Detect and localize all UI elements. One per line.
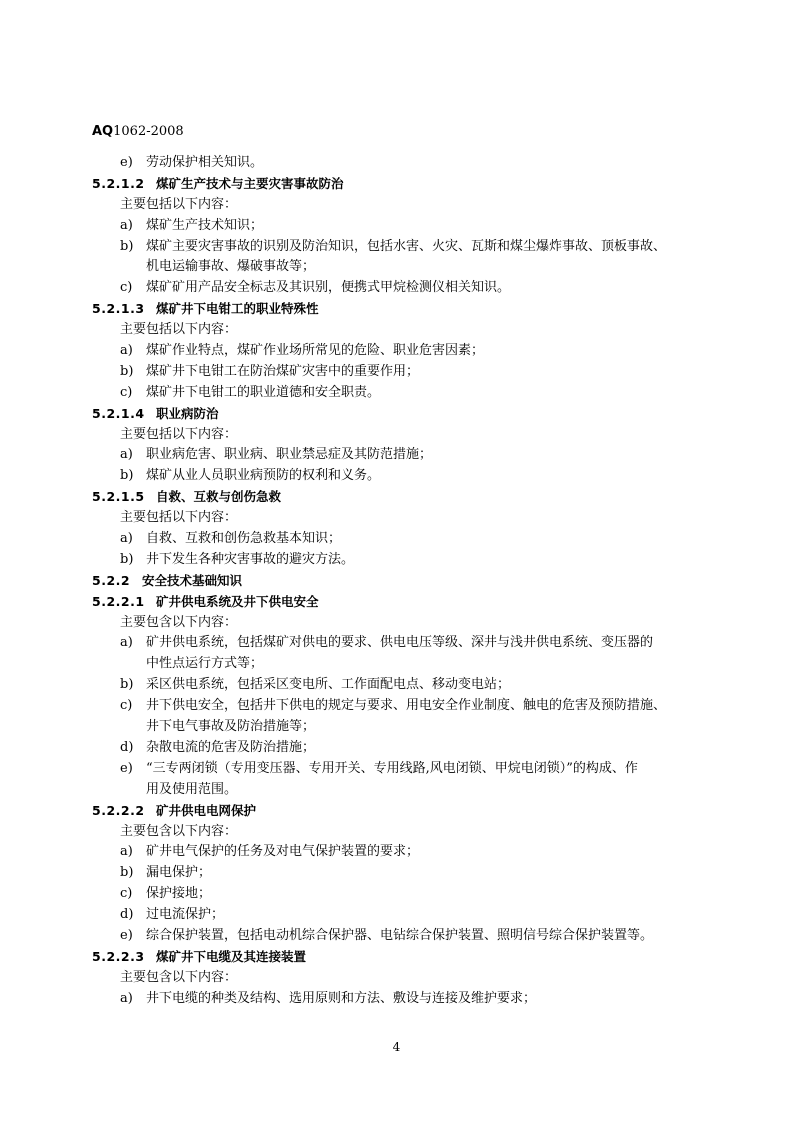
list-item <box>92 759 704 780</box>
list-marker: a) <box>120 217 133 233</box>
intro-text: 主要包含以下内容： <box>120 614 238 630</box>
section-heading <box>92 487 704 508</box>
list-item <box>92 738 704 759</box>
list-marker: a) <box>120 844 133 860</box>
section-title: 煤矿井下电缆及其连接装置 <box>156 948 307 964</box>
list-item <box>92 926 704 947</box>
list-marker: b) <box>120 865 134 881</box>
list-item <box>92 153 704 174</box>
list-marker: e) <box>120 927 133 943</box>
list-item-text: 保护接地； <box>146 886 212 902</box>
section-heading <box>92 592 704 613</box>
section-number: 5.2.1.4 <box>92 405 145 421</box>
page-number: 4 <box>392 1040 401 1054</box>
list-item <box>92 905 704 926</box>
list-item <box>92 863 704 884</box>
list-marker: b) <box>120 677 134 693</box>
list-item-text: 劳动保护相关知识。 <box>146 155 264 170</box>
list-marker: a) <box>120 635 133 651</box>
list-item-text: 职业病危害、职业病、职业禁忌症及其防范措施； <box>146 447 433 463</box>
list-marker: e) <box>120 760 133 776</box>
list-item-text: 矿井电气保护的任务及对电气保护装置的要求； <box>146 844 420 860</box>
section-heading <box>92 801 704 822</box>
section-title: 安全技术基础知识 <box>142 572 243 588</box>
list-marker: a) <box>120 990 133 1006</box>
list-item <box>92 278 704 299</box>
section-number: 5.2.2.2 <box>92 802 145 818</box>
section-heading <box>92 174 704 195</box>
list-item-text: 井下供电安全，包括井下供电的规定与要求、用电安全作业制度、触电的危害及预防措施、 <box>146 698 667 714</box>
list-item-text: 杂散电流的危害及防治措施； <box>146 739 316 755</box>
section-title: 煤矿井下电钳工的职业特殊性 <box>156 301 319 317</box>
list-item-text: 煤矿从业人员职业病预防的权利和义务。 <box>146 468 381 484</box>
list-item-text: 综合保护装置，包括电动机综合保护器、电钻综合保护装置、照明信号综合保护装置等。 <box>146 927 654 943</box>
list-item-continuation: 井下电气事故及防治措施等； <box>146 719 316 735</box>
list-item-text: 煤矿主要灾害事故的识别及防治知识，包括水害、火灾、瓦斯和煤尘爆炸事故、顶板事故、 <box>146 238 667 254</box>
list-item-text: 井下电缆的种类及结构、选用原则和方法、敷设与连接及维护要求； <box>146 990 537 1006</box>
list-item <box>92 529 704 550</box>
section-number: 5.2.2.1 <box>92 593 145 609</box>
intro-text: 主要包括以下内容： <box>120 426 238 442</box>
section-number: 5.2.1.5 <box>92 489 145 505</box>
list-item <box>92 362 704 383</box>
section-title: 职业病防治 <box>156 405 219 421</box>
list-item-text: 矿井供电系统，包括煤矿对供电的要求、供电电压等级、深井与浅井供电系统、变压器的 <box>146 635 654 651</box>
list-marker: c) <box>120 886 133 902</box>
list-marker: b) <box>120 468 134 484</box>
list-marker: a) <box>120 343 133 359</box>
list-item <box>92 884 704 905</box>
list-marker: d) <box>120 739 134 755</box>
section-title: 矿井供电系统及井下供电安全 <box>156 593 319 609</box>
list-item <box>92 989 704 1010</box>
list-item-text: 煤矿井下电钳工的职业道德和安全职责。 <box>146 384 381 400</box>
section-title: 煤矿生产技术与主要灾害事故防治 <box>156 175 344 191</box>
list-item-continuation: 机电运输事故、爆破事故等； <box>146 259 316 275</box>
list-item-text: “三专两闭锁（专用变压器、专用开关、专用线路,风电闭锁、甲烷电闭锁）”的构成、作 <box>146 760 638 776</box>
section-heading <box>92 404 704 425</box>
list-marker: e) <box>120 155 133 170</box>
list-item-text: 自救、互救和创伤急救基本知识； <box>146 531 342 547</box>
list-item-text: 煤矿作业特点，煤矿作业场所常见的危险、职业危害因素； <box>146 343 485 359</box>
list-item-text: 过电流保护； <box>146 907 225 923</box>
list-marker: c) <box>120 280 133 296</box>
section-number: 5.2.2 <box>92 572 131 588</box>
list-marker: a) <box>120 531 133 547</box>
list-marker: b) <box>120 238 134 254</box>
list-item <box>92 237 704 258</box>
list-item-text: 煤矿井下电钳工在防治煤矿灾害中的重要作用； <box>146 363 420 379</box>
section-heading <box>92 947 704 968</box>
list-item <box>92 341 704 362</box>
section-number: 5.2.1.3 <box>92 301 145 317</box>
list-item <box>92 675 704 696</box>
list-marker: b) <box>120 551 134 567</box>
standard-code-prefix: AQ <box>92 124 114 139</box>
list-item <box>92 696 704 717</box>
list-item-text: 漏电保护； <box>146 865 212 881</box>
section-title: 自救、互救与创伤急救 <box>156 489 282 505</box>
section-number: 5.2.2.3 <box>92 948 145 964</box>
standard-code-header <box>92 122 184 142</box>
intro-text: 主要包括以下内容： <box>120 510 238 526</box>
list-item <box>92 550 704 571</box>
intro-text: 主要包含以下内容： <box>120 823 238 839</box>
list-item-continuation: 中性点运行方式等； <box>146 656 264 672</box>
intro-text: 主要包括以下内容： <box>120 196 238 212</box>
list-item <box>92 842 704 863</box>
intro-text: 主要包括以下内容： <box>120 322 238 338</box>
document-body <box>92 153 704 1010</box>
list-item-text: 煤矿矿用产品安全标志及其识别，便携式甲烷检测仪相关知识。 <box>146 280 511 296</box>
list-item-text: 井下发生各种灾害事故的避灾方法。 <box>146 551 355 567</box>
list-marker: b) <box>120 363 134 379</box>
list-item-text: 煤矿生产技术知识； <box>146 217 264 233</box>
section-heading <box>92 571 704 592</box>
list-item-text: 采区供电系统，包括采区变电所、工作面配电点、移动变电站； <box>146 677 511 693</box>
section-title: 矿井供电电网保护 <box>156 802 257 818</box>
list-item <box>92 383 704 404</box>
list-item <box>92 445 704 466</box>
section-heading <box>92 299 704 320</box>
list-marker: d) <box>120 907 134 923</box>
list-item-continuation: 用及使用范围。 <box>146 781 238 797</box>
list-marker: c) <box>120 384 133 400</box>
list-marker: a) <box>120 447 133 463</box>
intro-text: 主要包含以下内容： <box>120 969 238 985</box>
list-item <box>92 466 704 487</box>
section-number: 5.2.1.2 <box>92 175 145 191</box>
list-marker: c) <box>120 698 133 714</box>
standard-code-number: 1062-2008 <box>113 124 184 139</box>
list-item <box>92 216 704 237</box>
list-item <box>92 633 704 654</box>
